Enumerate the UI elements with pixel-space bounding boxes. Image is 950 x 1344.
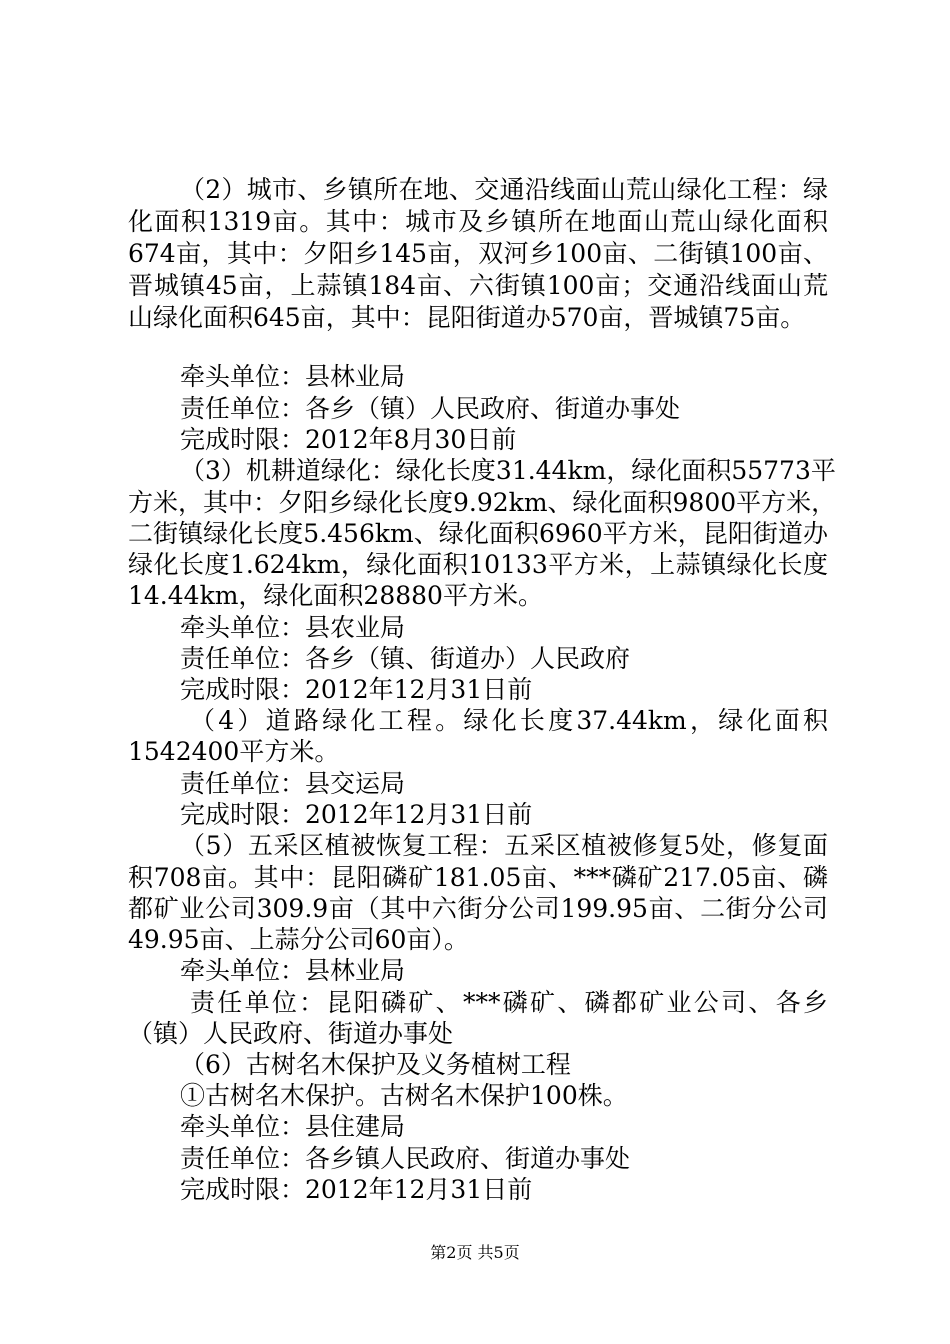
paragraph-4-line-2: 1542400平方米。 bbox=[128, 737, 340, 766]
paragraph-3-line-5: 14.44km，绿化面积28880平方米。 bbox=[128, 581, 543, 610]
deadline-6: 完成时限：2012年12月31日前 bbox=[180, 1175, 533, 1204]
deadline-4: 完成时限：2012年12月31日前 bbox=[180, 800, 533, 829]
paragraph-5-line-4: 49.95亩、上蒜分公司60亩）。 bbox=[128, 925, 469, 954]
deadline-3: 完成时限：2012年12月31日前 bbox=[180, 675, 533, 704]
paragraph-2-line-3: 674亩，其中：夕阳乡145亩，双河乡100亩、二街镇100亩、 bbox=[128, 239, 828, 268]
paragraph-2-line-4: 晋城镇45亩，上蒜镇184亩、六街镇100亩；交通沿线面山荒 bbox=[128, 271, 828, 300]
paragraph-3-line-2: 方米，其中：夕阳乡绿化长度9.92km、绿化面积9800平方米， bbox=[128, 488, 837, 517]
paragraph-2-line-2: 化面积1319亩。其中：城市及乡镇所在地面山荒山绿化面积 bbox=[128, 207, 828, 236]
paragraph-5-line-2: 积708亩。其中：昆阳磷矿181.05亩、***磷矿217.05亩、磷 bbox=[128, 863, 828, 892]
lead-unit-3: 牵头单位：县农业局 bbox=[180, 613, 406, 642]
responsible-unit-5-line-1: 责任单位：昆阳磷矿、***磷矿、磷都矿业公司、各乡 bbox=[190, 988, 828, 1017]
paragraph-3-line-3: 二街镇绿化长度5.456km、绿化面积6960平方米，昆阳街道办 bbox=[128, 519, 828, 548]
paragraph-3-line-4: 绿化长度1.624km，绿化面积10133平方米，上蒜镇绿化长度 bbox=[128, 550, 828, 579]
responsible-unit-3: 责任单位：各乡（镇、街道办）人民政府 bbox=[180, 644, 631, 673]
paragraph-2-line-5: 山绿化面积645亩，其中：昆阳街道办570亩，晋城镇75亩。 bbox=[128, 303, 806, 332]
responsible-unit-4: 责任单位：县交运局 bbox=[180, 769, 406, 798]
page-number-footer: 第2页 共5页 bbox=[430, 1243, 520, 1262]
lead-unit-2: 牵头单位：县林业局 bbox=[180, 362, 406, 391]
responsible-unit-6: 责任单位：各乡镇人民政府、街道办事处 bbox=[180, 1144, 631, 1173]
paragraph-4-line-1: （4）道路绿化工程。绿化长度37.44km，绿化面积 bbox=[190, 706, 828, 735]
paragraph-5-line-1: （5）五采区植被恢复工程：五采区植被修复5处，修复面 bbox=[180, 831, 828, 860]
paragraph-3-line-1: （3）机耕道绿化：绿化长度31.44km，绿化面积55773平 bbox=[180, 456, 836, 485]
responsible-unit-5-line-2: （镇）人民政府、街道办事处 bbox=[128, 1019, 454, 1048]
deadline-2: 完成时限：2012年8月30日前 bbox=[180, 425, 517, 454]
lead-unit-6: 牵头单位：县住建局 bbox=[180, 1112, 406, 1141]
responsible-unit-2: 责任单位：各乡（镇）人民政府、街道办事处 bbox=[180, 394, 681, 423]
section-6-item-1: ①古树名木保护。古树名木保护100株。 bbox=[180, 1081, 628, 1110]
lead-unit-5: 牵头单位：县林业局 bbox=[180, 956, 406, 985]
paragraph-5-line-3: 都矿业公司309.9亩（其中六街分公司199.95亩、二街分公司 bbox=[128, 894, 828, 923]
section-6-heading: （6）古树名木保护及义务植树工程 bbox=[180, 1050, 571, 1079]
paragraph-2-line-1: （2）城市、乡镇所在地、交通沿线面山荒山绿化工程：绿 bbox=[180, 175, 828, 204]
